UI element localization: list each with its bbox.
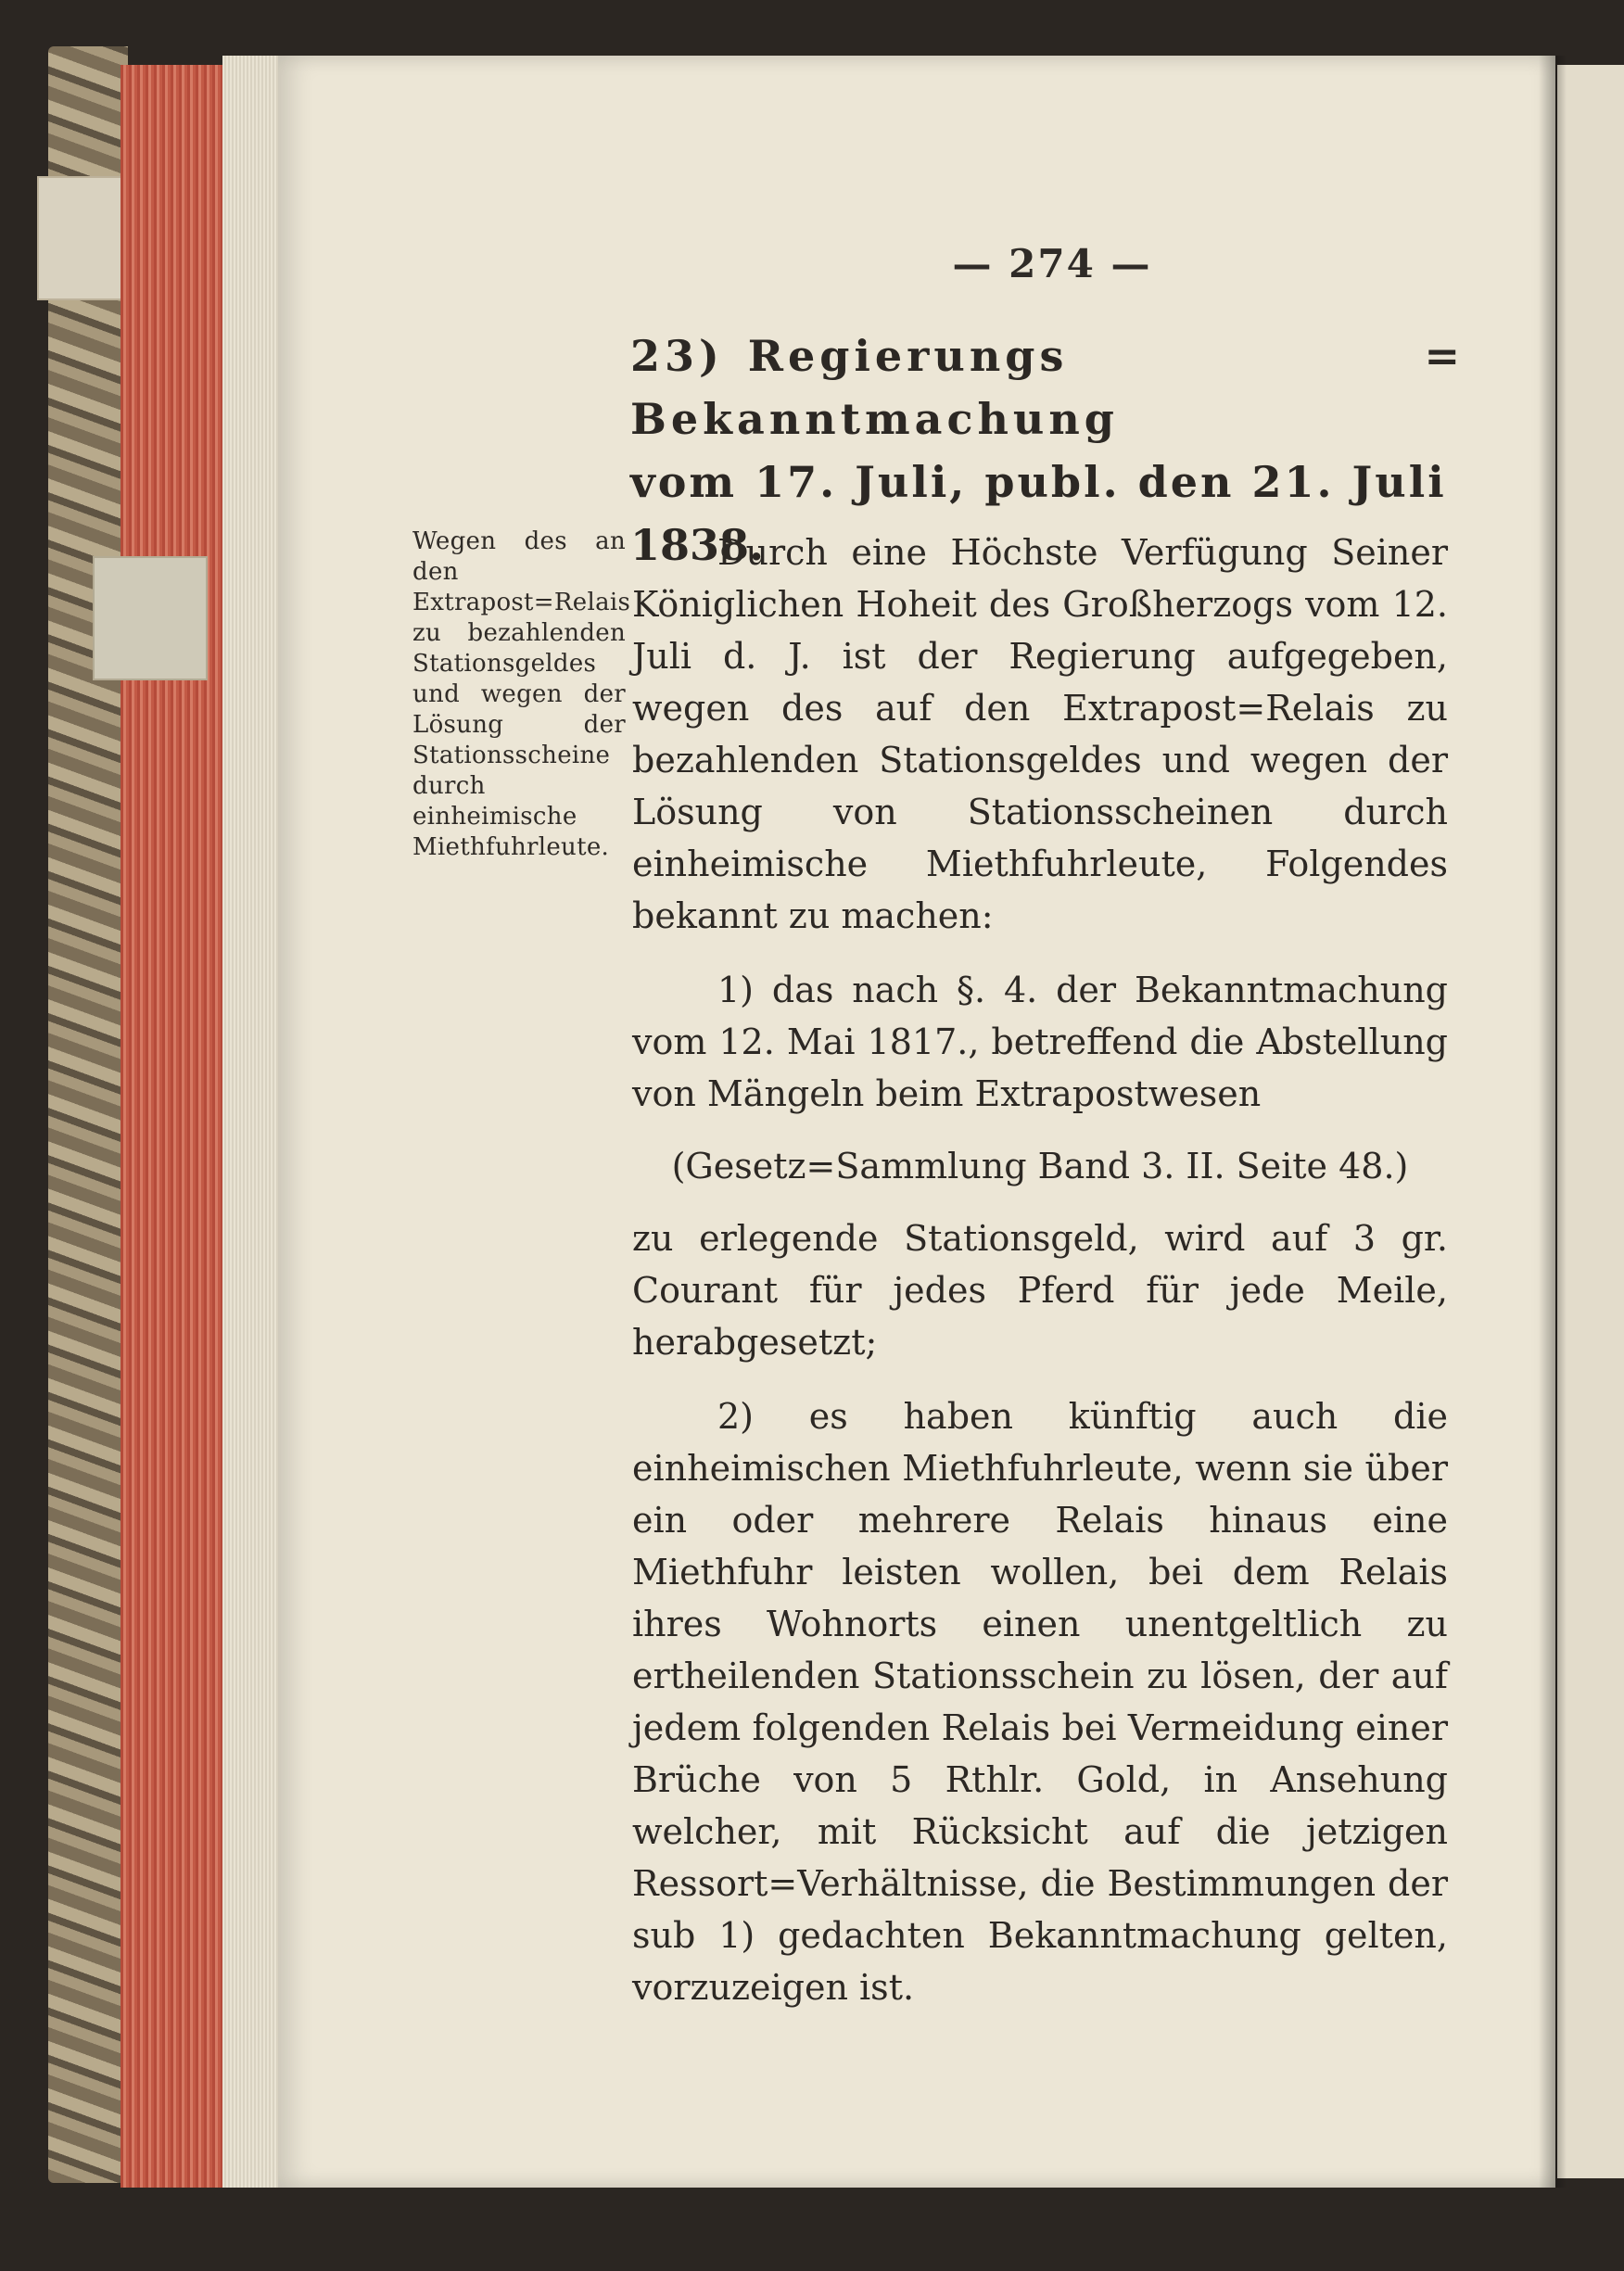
heading-line-3: 1838.: [630, 520, 765, 570]
book-cover: [48, 46, 128, 2183]
heading-line-2: vom 17. Juli, publ. den 21. Juli: [630, 457, 1447, 507]
intro-paragraph: Durch eine Höchste Verfügung Seiner Königlichen Hoheit des Großherzogs vom 12. Juli d. J. ist der Regierung aufgegeben, wegen des auf den Extrapost=Relais zu bezahlenden Stationsgeldes und wegen der Lösung von Stationsscheinen durch einheimische Miethfuhrleute, Folgendes bekannt zu machen:: [632, 532, 1448, 936]
item-2-paragraph: 2) es haben künftig auch die einheimischen Miethfuhrleute, wenn sie über ein oder mehrere Relais hinaus eine Miethfuhr leisten wollen, bei dem Relais ihres Wohnorts einen unentgeltlich zu ertheilenden Stationsschein zu lösen, der auf jedem folgenden Relais bei Vermeidung einer Brüche von 5 Rthlr. Gold, in Ansehung welcher, mit Rücksicht auf die jetzigen Ressort=Verhältnisse, die Bestimmungen der sub 1) gedachten Bekanntmachung gelten, vorzuzeigen ist.: [632, 1396, 1448, 2008]
page-number: — 274 —: [952, 241, 1152, 286]
heading-title: Regierungs = Bekanntmachung: [630, 331, 1465, 444]
law-reference: (Gesetz=Sammlung Band 3. II. Seite 48.): [671, 1146, 1409, 1186]
margin-note: Wegen des an den Extrapost=Relais zu bezahlenden Stationsgeldes und wegen der Lösung der Stationsscheine durch einheimische Miethfuhrleute.: [412, 527, 631, 861]
announcement-number: 23): [630, 331, 724, 381]
heading-line-1: [630, 324, 1465, 450]
item-1-paragraph: 1) das nach §. 4. der Bekanntmachung vom 12. Mai 1817., betreffend die Abstellung von Mängeln beim Extrapostwesen: [632, 970, 1448, 1114]
page-gutter: [1539, 56, 1567, 2188]
item-1-continuation: zu erlegende Stationsgeld, wird auf 3 gr. Courant für jedes Pferd für jede Meile, herabgesetzt;: [632, 1218, 1448, 1363]
facing-page-edge: [1557, 65, 1624, 2178]
body-text: [632, 527, 1448, 2013]
page-tab: [93, 556, 208, 680]
